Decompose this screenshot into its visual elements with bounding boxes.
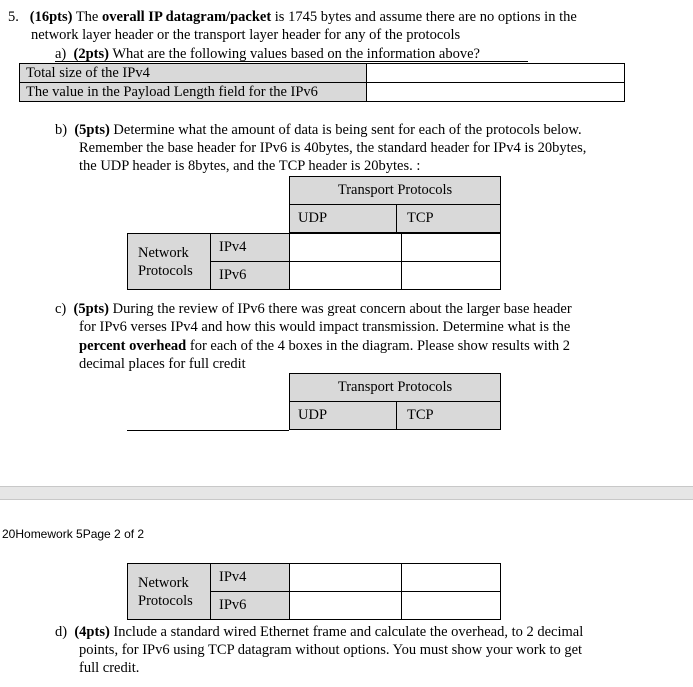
answer-cell-ipv4-udp[interactable] [290,234,402,262]
question-points: (16pts) [29,9,73,25]
part-a-label: a) [55,46,67,62]
question-number: 5. [8,9,19,25]
part-b-text: Determine what the amount of data is being sent for each of the protocols below. [109,122,582,138]
part-b-line-2: Remember the base header for IPv6 is 40bytes, the standard header for IPv4 is 20bytes, [79,140,587,156]
col-header-udp: UDP [290,205,397,233]
part-a-underline [55,61,528,62]
part-a-row [20,64,625,83]
answer-cell-ipv4-tcp[interactable] [402,564,501,592]
col-header-tcp: TCP [397,205,501,233]
part-c-line-1 [55,300,572,318]
part-a-row [20,83,625,102]
part-d-label: d) [55,624,68,640]
page-footer: 20Homework 5Page 2 of 2 [2,527,145,541]
answer-cell-ipv6-udp[interactable] [290,592,402,620]
part-a-row-label: Total size of the IPv4 [20,64,367,83]
part-c-line-4: decimal places for full credit [79,356,246,372]
part-d-line-3: full credit. [79,660,140,676]
network-protocols-label [128,564,211,620]
answer-cell-ipv4-udp[interactable] [290,564,402,592]
table-bottom-line [127,430,289,431]
row-header-ipv4: IPv4 [211,234,290,262]
row-header-ipv4: IPv4 [211,564,290,592]
part-c-label: c) [55,301,67,317]
answer-cell-ipv6-tcp[interactable] [402,592,501,620]
network-label-line-2: Protocols [138,592,193,609]
part-a-answer-cell[interactable] [367,64,625,83]
part-a-points: (2pts) [73,46,109,62]
part-b-line-1 [55,121,582,139]
page-break [0,486,693,500]
col-header-tcp: TCP [397,402,501,430]
row-header-ipv6: IPv6 [211,262,290,290]
question-line-2: network layer header or the transport layer header for any of the protocols [31,27,461,43]
part-a-row-label: The value in the Payload Length field for the IPv6 [20,83,367,102]
part-c-points: (5pts) [73,301,109,317]
part-d-points: (4pts) [74,624,110,640]
network-label-line-1: Network [138,244,189,261]
row-header-ipv6: IPv6 [211,592,290,620]
network-protocols-label [128,234,211,290]
part-a-table [19,63,625,102]
part-c-text: During the review of IPv6 there was great concern about the larger base header [108,301,572,317]
part-b-network-table [127,233,501,290]
transport-protocols-header: Transport Protocols [290,177,501,205]
col-header-udp: UDP [290,402,397,430]
question-line-1 [8,8,577,26]
part-b-points: (5pts) [74,122,110,138]
part-d-line-1 [55,623,583,641]
part-b-line-3: the UDP header is 8bytes, and the TCP header is 20bytes. : [79,158,421,174]
transport-protocols-header: Transport Protocols [290,374,501,402]
network-label-line-1: Network [138,574,189,591]
question-text-post: is 1745 bytes and assume there are no options in the [271,9,577,25]
answer-cell-ipv6-udp[interactable] [290,262,402,290]
question-bold-term: overall IP datagram/packet [102,9,272,25]
part-a-text: What are the following values based on the information above? [108,46,480,62]
part-c-bold-term: percent overhead [79,338,187,354]
question-text-pre: The [75,9,102,25]
part-c-line-3 [79,337,570,355]
part-c-transport-table [289,373,501,430]
answer-cell-ipv6-tcp[interactable] [402,262,501,290]
answer-cell-ipv4-tcp[interactable] [402,234,501,262]
part-d-line-2: points, for IPv6 using TCP datagram without options. You must show your work to get [79,642,583,658]
part-c-line-3-text: for each of the 4 boxes in the diagram. Please show results with 2 [186,338,571,354]
part-c-network-table [127,563,501,620]
part-a-answer-cell[interactable] [367,83,625,102]
part-b-label: b) [55,122,68,138]
network-label-line-2: Protocols [138,262,193,279]
part-c-line-2: for IPv6 verses IPv4 and how this would impact transmission. Determine what is the [79,319,571,335]
part-b-transport-table [289,176,501,233]
part-d-text: Include a standard wired Ethernet frame and calculate the overhead, to 2 decimal [109,624,584,640]
